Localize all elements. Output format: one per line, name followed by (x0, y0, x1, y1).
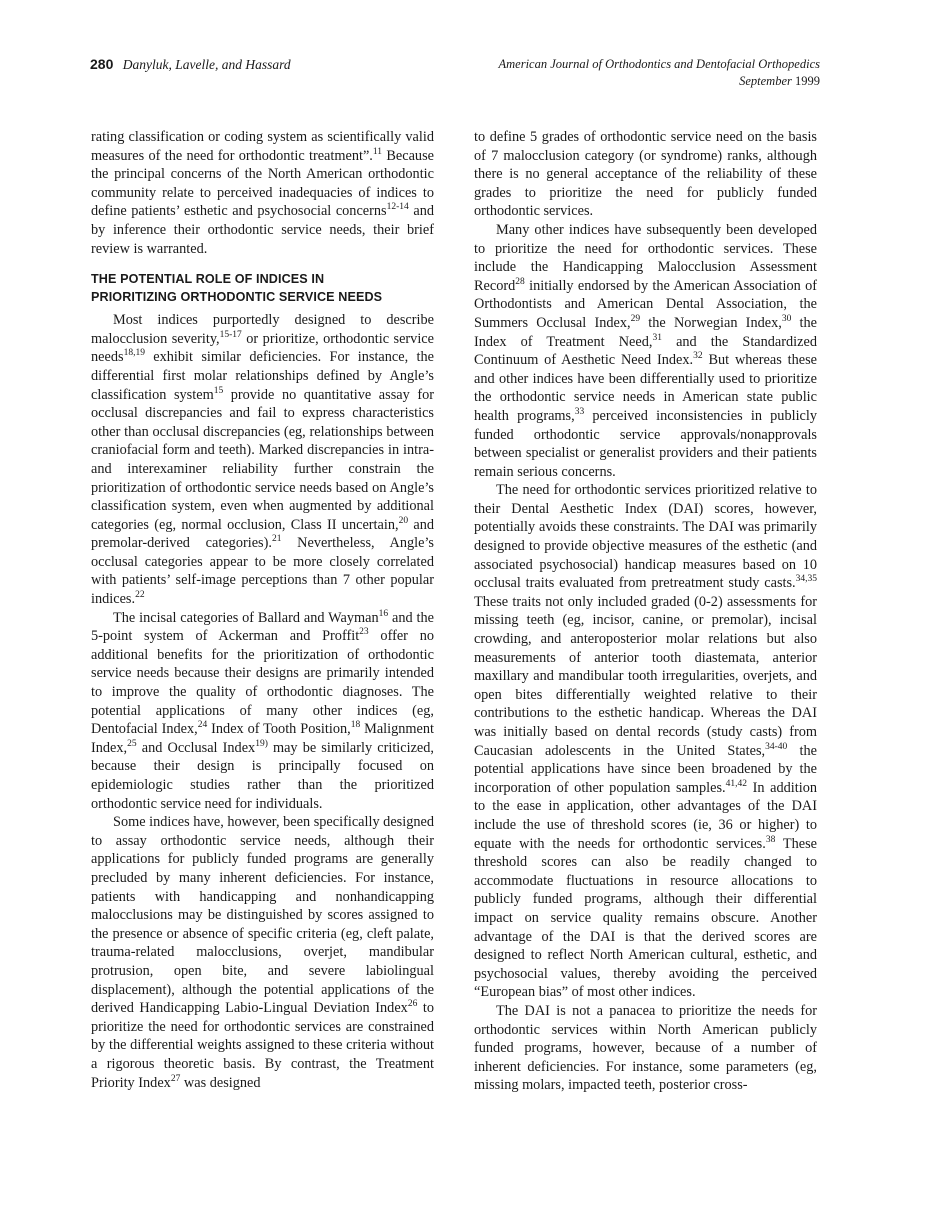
right-column (474, 128, 817, 1095)
left-column (91, 128, 434, 1092)
citation: 32 (693, 351, 703, 362)
citation: 16 (378, 608, 389, 619)
citation: 34,35 (795, 574, 817, 585)
paragraph: Most indices purportedly designed to describe malocclusion severity,$^{15-17}$ or prioritize, orthodontic service needs$^{18,19}$ exhibit similar deficiencies. For instance, the differential first molar relationships defined by Angle’s classification system$^{15}$ provide no quantitative assay for occlusal discrepancies and fail to express characteristics other than occlusal discrepancies (eg, relationships between craniofacial form and teeth). Marked discrepancies in intra- and interexaminer reliability further constrain the prioritization of orthodontic service needs based on Angle’s classification system, even when augmented by additional categories (eg, normal occlusion, Class II uncertain,$^{20}$ and premolar-derived categories).$^{21}$ Nevertheless, Angle’s occlusal categories appear to be more closely correlated with patients’ self-image perceptions than 7 other popular indices.$^{22}$ (91, 312, 434, 608)
paragraph: The need for orthodontic services prioritized relative to their Dental Aesthetic Index (DAI) scores, however, potentially avoids these constraints. The DAI was primarily designed to provide objective measures of the esthetic (and associated psychosocial) handicap measures based on 10 occlusal traits evaluated from pretreatment study casts.$^{34,35}$ These traits not only included graded (0-2) assessments for missing teeth (eg, incisor, canine, or premolar), incisal crowding, and anteroposterior molar relations but also measurements of anterior tooth diastemata, anterior maxillary and mandibular tooth irregularities, overjets, and open bites differentially weighted relative to their contributions to the esthetic handicap. Whereas the DAI was initially based on dental records (study casts) from Caucasian adolescents in the United States,$^{34-40}$ the potential applications have since been broadened by the incorporation of other population samples.$^{41,42}$ In addition to the ease in application, other advantages of the DAI include the use of threshold scores (ie, 36 or higher) to equate with the needs for orthodontic services.$^{38}$ These threshold scores can also be readily changed to accommodate fluctuations in resource allocations to publicly funded programs, although their differential impact on service quality remains obscure. Another advantage of the DAI is that the derived scores are designed to reflect North American cultural, esthetic, and psychosocial values, thereby avoiding the perceived “European bias” of most other indices. (474, 482, 818, 1001)
citation: 15-17 (219, 329, 242, 340)
paragraph: Many other indices have subsequently been developed to prioritize the need for orthodontic services. These include the Handicapping Malocclusion Assessment Record$^{28}$ initially endorsed by the American Association of Orthodontists and American Dental Association, the Summers Occlusal Index,$^{29}$ the Norwegian Index,$^{30}$ the Index of Treatment Need,$^{31}$ and the Standardized Continuum of Aesthetic Need Index.$^{32}$ But whereas these and other indices have been differentially used to prioritize the orthodontic service needs in American state public health programs,$^{33}$ perceived inconsistencies in publicly funded orthodontic service approvals/nonapprovals between specialist or generalist providers and their patients remain serious concerns. (474, 221, 818, 480)
header-left (90, 56, 291, 73)
citation: 25 (127, 739, 137, 750)
citation: 34-40 (765, 741, 788, 752)
running-authors: Danyluk, Lavelle, and Hassard (122, 57, 291, 72)
paragraph: The DAI is not a panacea to prioritize the needs for orthodontic services within North American publicly funded programs, however, because of a number of inherent deficiencies. For instance, some parameters (eg, missing molars, impacted teeth, posterior cross- (474, 1002, 817, 1094)
header-right (499, 56, 821, 90)
issue-year: 1999 (795, 74, 820, 88)
citation: 21 (271, 534, 282, 545)
citation: 38 (765, 834, 776, 845)
section-heading: THE POTENTIAL ROLE OF INDICES IN PRIORITIZING ORTHODONTIC SERVICE NEEDS (91, 272, 383, 305)
citation: 30 (781, 314, 792, 325)
issue-date (499, 73, 821, 90)
citation: 18 (350, 720, 361, 731)
citation: 24 (197, 720, 208, 731)
citation: 11 (372, 146, 383, 157)
paragraph: to define 5 grades of orthodontic service need on the basis of 7 malocclusion category (or syndrome) ranks, although there is no general acceptance of the reliability of these grades to prioritize the need for publicly funded orthodontic services. (474, 129, 817, 220)
issue-month: September (739, 74, 792, 88)
citation: 28 (515, 276, 525, 287)
citation: 23 (359, 627, 369, 638)
citation: 31 (652, 332, 662, 343)
citation: 33 (574, 407, 585, 418)
citation: 22 (135, 590, 145, 601)
journal-title: American Journal of Orthodontics and Dentofacial Orthopedics (498, 57, 820, 71)
paragraph: rating classification or coding system as scientifically valid measures of the need for orthodontic treatment”.$^{11}$ Because the principal concerns of the North American orthodontic community relate to perceived inadequacies of indices to define patients’ esthetic and psychosocial concerns$^{12-14}$ and by inference their orthodontic service needs, their brief review is warranted. (91, 129, 434, 257)
citation: 19) (255, 739, 268, 750)
paragraph: The incisal categories of Ballard and Wayman$^{16}$ and the 5-point system of Ackerman and Proffit$^{23}$ offer no additional benefits for the prioritization of orthodontic service needs because their designs are primarily intended to improve the quality of orthodontic diagnoses. The potential applications of many other indices (eg, Dentofacial Index,$^{24}$ Index of Tooth Position,$^{18}$ Malignment Index,$^{25}$ and Occlusal Index$^{19)}$ may be similarly criticized, because their design is principally focused on epidemiologic studies rather than the prioritized orthodontic service need for individuals. (91, 608, 435, 812)
citation: 27 (170, 1073, 181, 1084)
citation: 15 (213, 385, 224, 396)
citation: 18,19 (123, 348, 145, 359)
running-header (90, 56, 820, 96)
page-number: 280 (90, 56, 114, 72)
citation: 26 (407, 999, 418, 1010)
citation: 41,42 (725, 779, 747, 790)
citation: 12-14 (386, 202, 409, 213)
citation: 20 (398, 515, 409, 526)
citation: 29 (630, 314, 641, 325)
paragraph: Some indices have, however, been specifically designed to assay orthodontic service needs, although their applications for publicly funded programs are generally precluded by many inherent deficiencies. For instance, patients with handicapping and nonhandicapping malocclusions may be distinguished by scores assigned to the presence or absence of specific criteria (eg, cleft palate, trauma-related malocclusions, overjet, mandibular protrusion, open bite, and severe labiolingual displacement), although the potential applications of the derived Handicapping Labio-Lingual Deviation Index$^{26}$ to prioritize the need for orthodontic services are constrained by the differential weights assigned to these criteria without a rigorous theoretic basis. By contrast, the Treatment Priority Index$^{27}$ was designed (91, 814, 434, 1091)
